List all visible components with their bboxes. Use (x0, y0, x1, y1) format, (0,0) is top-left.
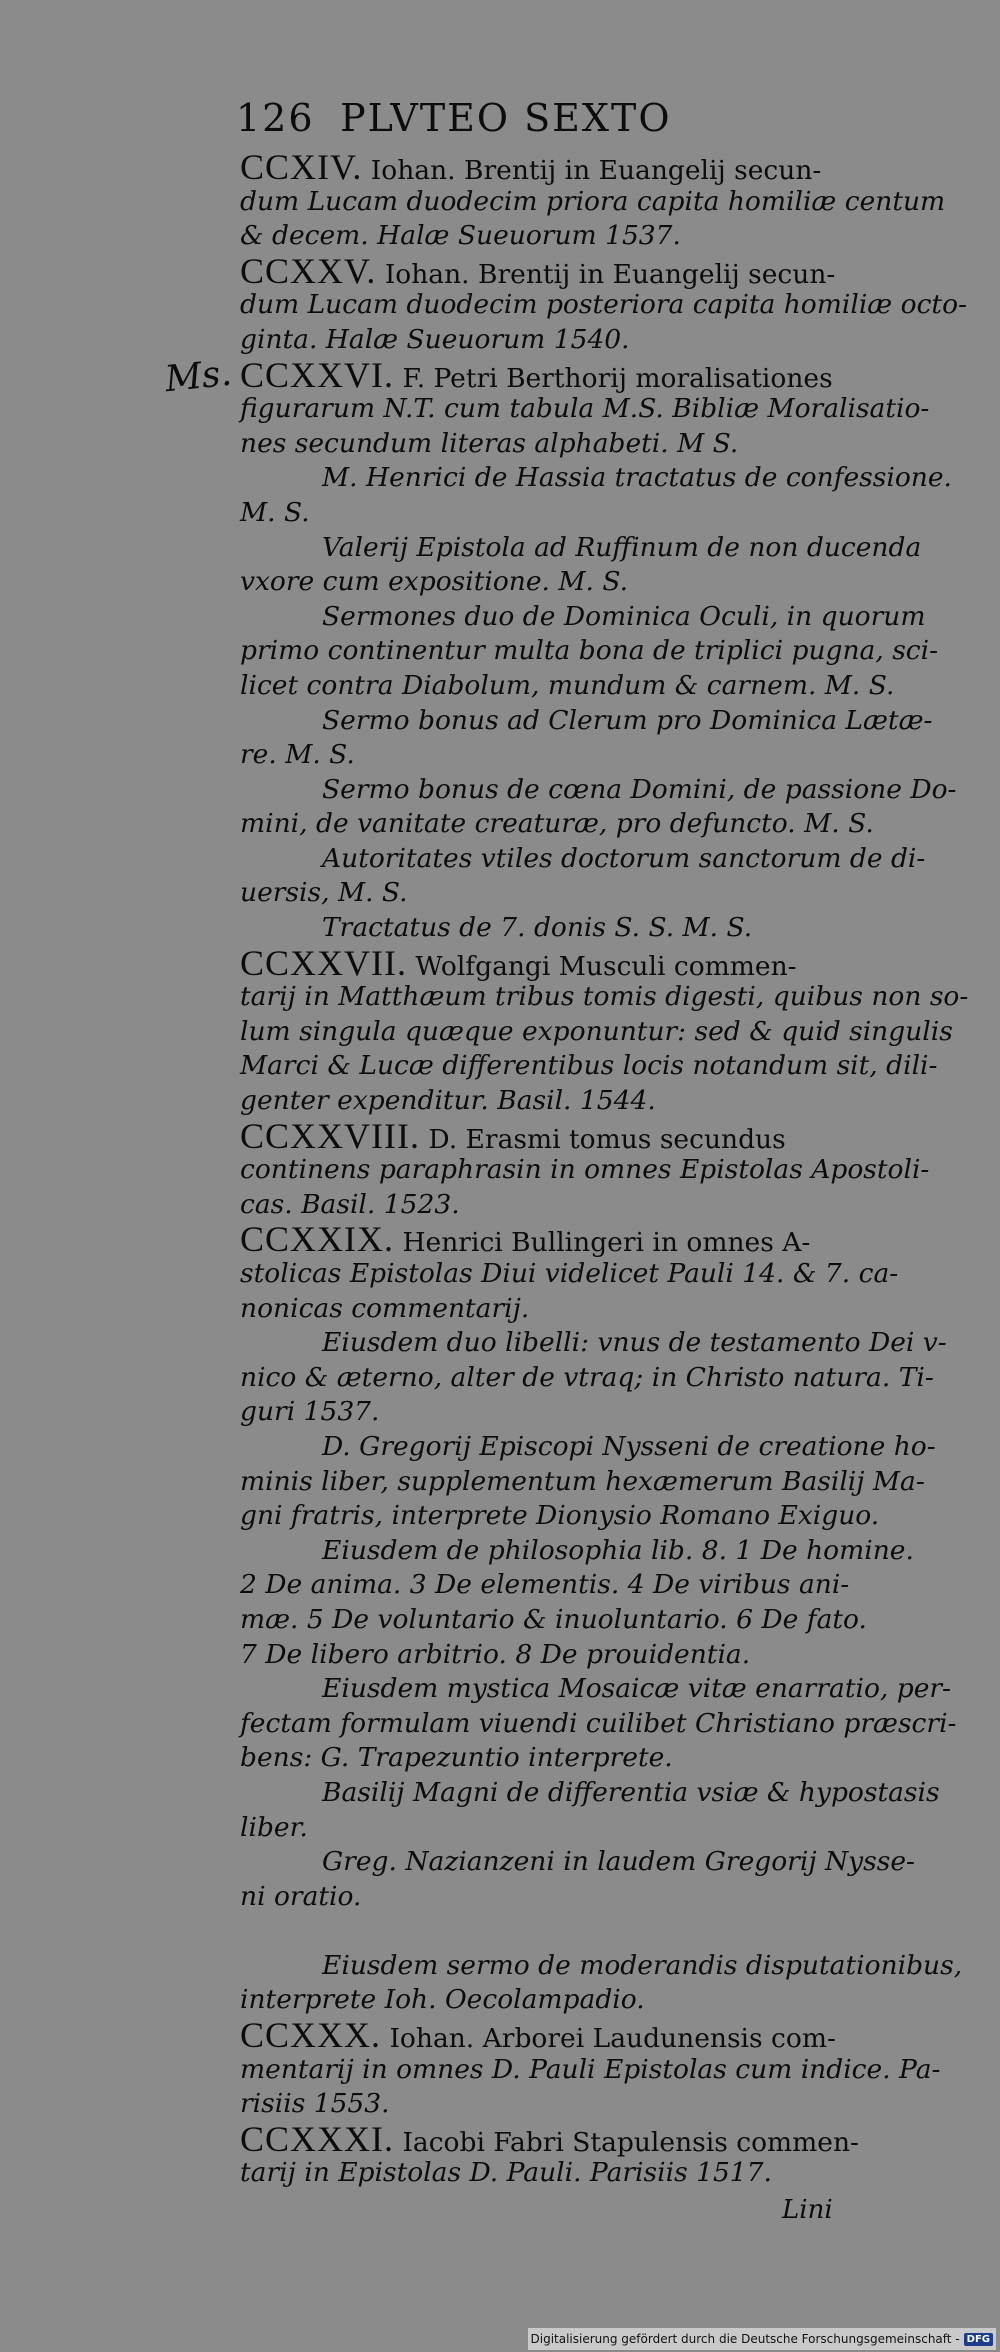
entry-title-text: Iohan. Brentij in Euangelij secun- (376, 258, 836, 290)
entry-number: CCXIV. (240, 147, 363, 187)
text-line: Valerij Epistola ad Ruffinum de non ducenda (322, 531, 922, 563)
text-line: vxore cum expositione. M. S. (240, 566, 629, 598)
text-line: bens: G. Trapezuntio interprete. (240, 1742, 673, 1774)
catalog-text (240, 147, 969, 2191)
text-line: gni fratris, interprete Dionysio Romano Exiguo. (240, 1500, 880, 1532)
entry-heading-line (240, 250, 838, 291)
text-line: tarij in Epistolas D. Pauli. Parisiis 1517. (240, 2157, 772, 2189)
text-line: cas. Basil. 1523. (240, 1188, 460, 1220)
footer-credit (528, 2328, 997, 2350)
text-line: lum singula quæque exponuntur: sed & quid singulis (240, 1015, 953, 1047)
text-line: mentarij in omnes D. Pauli Epistolas cum indice. Pa- (240, 2053, 941, 2085)
entry-title-text: Iacobi Fabri Stapulensis commen- (394, 2126, 859, 2158)
text-line: fectam formulam viuendi cuilibet Christiano præscri- (240, 1707, 957, 1739)
text-line: interprete Ioh. Oecolampadio. (240, 1984, 645, 2016)
entry-heading-line (240, 147, 838, 187)
text-line: 7 De libero arbitrio. 8 De prouidentia. (240, 1638, 751, 1670)
catchword: Lini (782, 2195, 833, 2225)
text-line: minis liber, supplementum hexæmerum Basilij Ma- (240, 1465, 925, 1497)
entry-number: CCXXIX. (240, 1219, 395, 1260)
page-header (236, 96, 836, 140)
entry-heading-line (240, 2118, 859, 2159)
entry-number: CCXXVI. (240, 354, 395, 395)
entry-title-text: Wolfgangi Musculi commen- (407, 950, 797, 982)
text-line: M. Henrici de Hassia tractatus de confessione. (322, 462, 952, 494)
entry-number: CCXXV. (240, 250, 377, 291)
text-line: Sermo bonus ad Clerum pro Dominica Lætæ- (322, 704, 933, 736)
entry-heading-line (240, 2015, 838, 2056)
entry-title-text: D. Erasmi tomus secundus (419, 1123, 786, 1155)
text-line: licet contra Diabolum, mundum & carnem. M. S. (240, 669, 895, 701)
running-title: PLVTEO SEXTO (340, 96, 672, 140)
text-line: Sermo bonus de cœna Domini, de passione Do- (322, 773, 957, 805)
text-line: Marci & Lucæ differentibus locis notandum sit, dili- (240, 1050, 938, 1082)
text-line: genter expenditur. Basil. 1544. (240, 1085, 656, 1117)
text-line (240, 1914, 838, 1949)
text-line: D. Gregorij Episcopi Nysseni de creatione ho- (322, 1430, 936, 1462)
text-line: guri 1537. (240, 1396, 380, 1428)
text-line: continens paraphrasin in omnes Epistolas Apostoli- (240, 1154, 930, 1186)
entry-heading-line (240, 1219, 838, 1260)
entry-heading-line (240, 1115, 838, 1156)
text-line: Tractatus de 7. donis S. S. M. S. (322, 912, 753, 944)
text-line: nico & æterno, alter de vtraq; in Christo natura. Ti- (240, 1361, 934, 1393)
entry-heading-line (240, 942, 838, 983)
text-line: Eiusdem de philosophia lib. 8. 1 De homine. (322, 1534, 914, 1566)
text-line: Sermones duo de Dominica Oculi, in quorum (322, 600, 926, 632)
text-line: nonicas commentarij. (240, 1292, 530, 1324)
text-line: re. M. S. (240, 739, 355, 771)
text-line: Greg. Nazianzeni in laudem Gregorij Nysse- (322, 1846, 915, 1878)
text-line: stolicas Epistolas Diui videlicet Pauli 14. & 7. ca- (240, 1258, 899, 1289)
dfg-logo-icon: DFG (964, 2333, 993, 2346)
footer-text: Digitalisierung gefördert durch die Deutsche Forschungsgemeinschaft - (530, 2332, 960, 2346)
text-line: primo continentur multa bona de triplici pugna, sci- (240, 635, 939, 667)
text-line: 2 De anima. 3 De elementis. 4 De viribus ani- (240, 1569, 850, 1601)
text-line: Eiusdem duo libelli: vnus de testamento Dei v- (322, 1327, 947, 1359)
text-line: ni oratio. (240, 1880, 362, 1912)
text-line: Basilij Magni de differentia vsiæ & hypostasis (322, 1776, 940, 1808)
text-line: mini, de vanitate creaturæ, pro defuncto. M. S. (240, 808, 874, 840)
text-line: tarij in Matthæum tribus tomis digesti, quibus non so- (240, 981, 969, 1013)
entry-heading-line (240, 354, 838, 395)
text-line: & decem. Halæ Sueuorum 1537. (240, 220, 681, 252)
entry-title-text: F. Petri Berthorij moralisationes (394, 362, 833, 394)
text-line: Eiusdem mystica Mosaicæ vitæ enarratio, per- (322, 1673, 952, 1705)
text-line: liber. (240, 1811, 308, 1843)
entry-title-text: Iohan. Arborei Laudunensis com- (381, 2023, 836, 2055)
text-line: risiis 1553. (240, 2088, 390, 2120)
text-line: nes secundum literas alphabeti. M S. (240, 427, 739, 459)
entry-number: CCXXVIII. (240, 1115, 420, 1156)
entry-title-text: Iohan. Brentij in Euangelij secun- (362, 155, 822, 186)
text-line: uersis, M. S. (240, 877, 408, 909)
text-line: Autoritates vtiles doctorum sanctorum de di- (322, 842, 926, 874)
text-line: M. S. (240, 496, 310, 528)
text-line: Eiusdem sermo de moderandis disputationibus, (322, 1949, 963, 1981)
text-line: dum Lucam duodecim posteriora capita homiliæ octo- (240, 289, 967, 321)
text-line: figurarum N.T. cum tabula M.S. Bibliæ Moralisatio- (240, 393, 930, 425)
entry-number: CCXXXI. (240, 2118, 395, 2159)
entry-title-text: Henrici Bullingeri in omnes A- (394, 1227, 811, 1259)
page-number: 126 (236, 96, 315, 140)
text-line: dum Lucam duodecim priora capita homiliæ centum (240, 185, 946, 217)
margin-annotation: Ms. (163, 352, 234, 401)
text-line: ginta. Halæ Sueuorum 1540. (240, 323, 630, 355)
entry-number: CCXXVII. (240, 942, 407, 983)
entry-number: CCXXX. (240, 2015, 382, 2056)
text-line: mæ. 5 De voluntario & inuoluntario. 6 De fato. (240, 1603, 867, 1635)
